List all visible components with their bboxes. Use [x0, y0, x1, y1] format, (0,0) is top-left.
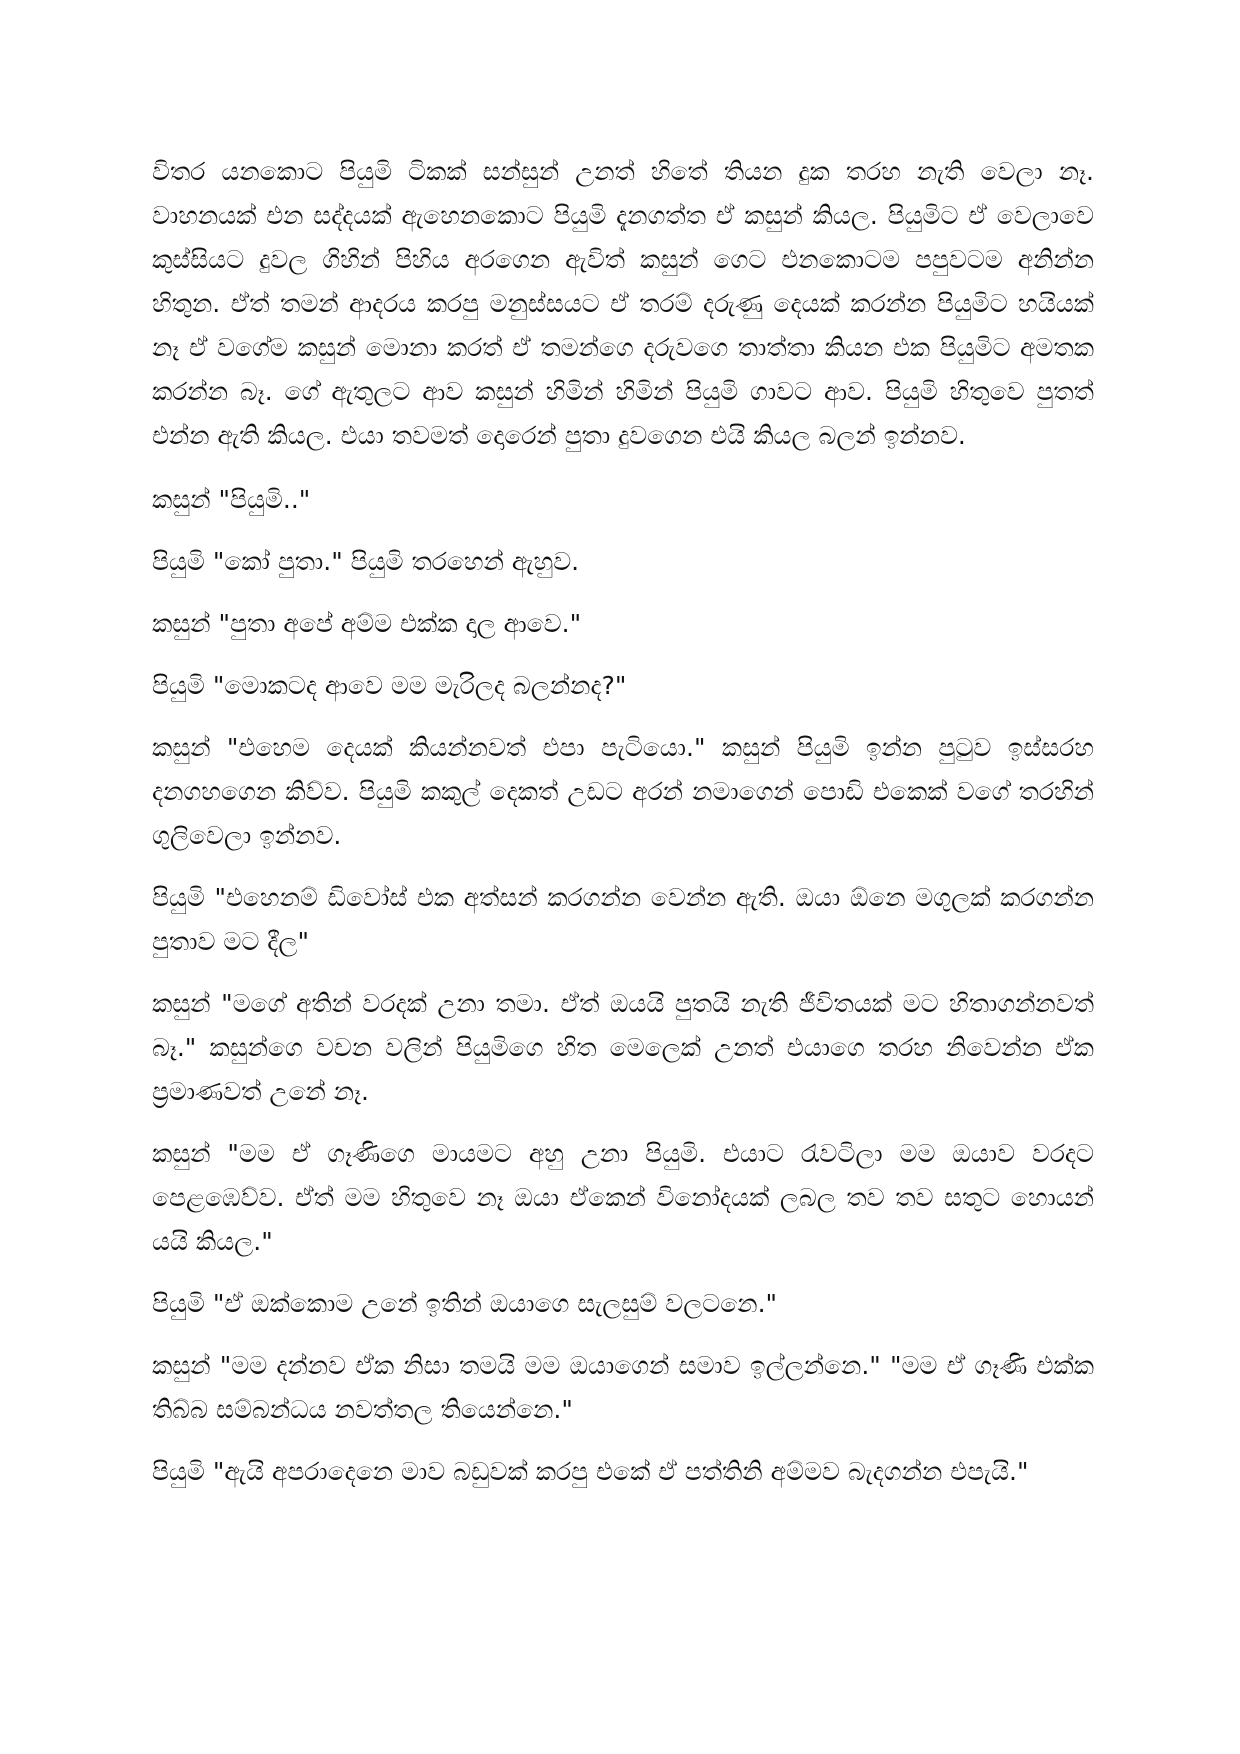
- dialogue-paragraph: පියුමි "එහෙනම් ඩිවෝස් එක අත්සන් කරගන්න වෙන්න ඇති. ඔයා ඕනෙ මගුලක් කරගන්න පුතාව මට දීල": [152, 883, 1094, 956]
- dialogue-paragraph: පියුමි "මොකටද ආවෙ මම මැරිලද බලන්නද?": [152, 671, 627, 700]
- narrative-paragraph: විතර යනකොට පියුමි ටිකක් සන්සුන් උනත් හිතේ තියන දුක තරහ නැති වෙලා නෑ. වාහනයක් එන සද්දයක් ඇහෙනකොට පියුමි දැනගත්ත ඒ කසුන් කියල. පියුමිට ඒ වෙලාවෙ කුස්සියට දුවල ගිහින් පිහිය අරගෙන ඇවිත් කසුන් ගෙට එනකොටම පපුවටම අනින්න හිතුන. ඒත් තමන් ආදරය කරපු මනුස්සයට ඒ තරම් දරුණු දෙයක් කරන්න පියුමිට හයියක් නෑ ඒ වගේම කසුන් මොනා කරත් ඒ තමන්ගෙ දරුවගෙ තාත්තා කියන එක පියුමිට අමතක කරන්න බෑ. ගේ ඇතුලට ආව කසුන් හිමින් හිමින් පියුමි ගාවට ආව. පියුමි හිතුවෙ පුතත් එන්න ඇති කියල. එයා තවමත් දොරෙන් පුතා දුවගෙන එයි කියල බලන් ඉන්නව.: [152, 157, 1094, 450]
- dialogue-paragraph: කසුන් "එහෙම දෙයක් කියන්නවත් එපා පැටියො." කසුන් පියුමි ඉන්න පුටුව ඉස්සරහ දනගහගෙන කිව්ව. පියුමි කකුල් දෙකත් උඩට අරන් නමාගෙන් පොඩි එකෙක් වගේ තරහින් ගුලිවෙලා ඉන්නව.: [152, 733, 1094, 850]
- dialogue-paragraph: පියුමි "ඒ ඔක්කොම උනේ ඉතින් ඔයාගෙ සැලසුම් වලටනෙ.": [152, 1289, 778, 1318]
- dialogue-paragraph: කසුන් "පුතා අපේ අම්ම එක්ක දාල ආවෙ.": [152, 609, 582, 638]
- dialogue-paragraph: පියුමි "කෝ පුතා." පියුමි තරහෙන් ඇහුව.: [152, 547, 580, 576]
- dialogue-paragraph: කසුන් "පියුමි..": [152, 485, 311, 514]
- document-page: [152, 150, 1094, 1512]
- dialogue-paragraph: පියුමි "ඇයි අපරාදෙනෙ මාව බඩුවක් කරපු එකේ ඒ පත්තිනි අම්මව බැදගන්න එපැයි.": [152, 1457, 1029, 1486]
- dialogue-paragraph: කසුන් "මගේ අතින් වරදක් උනා තමා. ඒත් ඔයයි පුතයි නැති ජීවිතයක් මට හිතාගන්නවත් බෑ." කසුන්ගෙ වචන වලින් පියුමිගෙ හිත මෙලෙක් උනත් එයාගෙ තරහ නිවෙන්න ඒක ප්‍රමාණවත් උනේ නෑ.: [152, 989, 1094, 1106]
- dialogue-paragraph: කසුන් "මම දන්නව ඒක නිසා තමයි මම ඔයාගෙන් සමාව ඉල්ලන්නෙ." "මම ඒ ගෑණි එක්ක තිබ්බ සම්බන්ධය නවත්තල තියෙන්නෙ.": [152, 1351, 1094, 1424]
- dialogue-paragraph: කසුන් "මම ඒ ගෑණිගෙ මායමට අහු උනා පියුමි. එයාට රැවටිලා මම ඔයාව වරදට පෙළඹෙව්ව. ඒත් මම හිතුවෙ නෑ ඔයා ඒකෙන් විනෝදයක් ලබල තව තව සතුට හොයන් යයි කියල.": [152, 1139, 1094, 1256]
